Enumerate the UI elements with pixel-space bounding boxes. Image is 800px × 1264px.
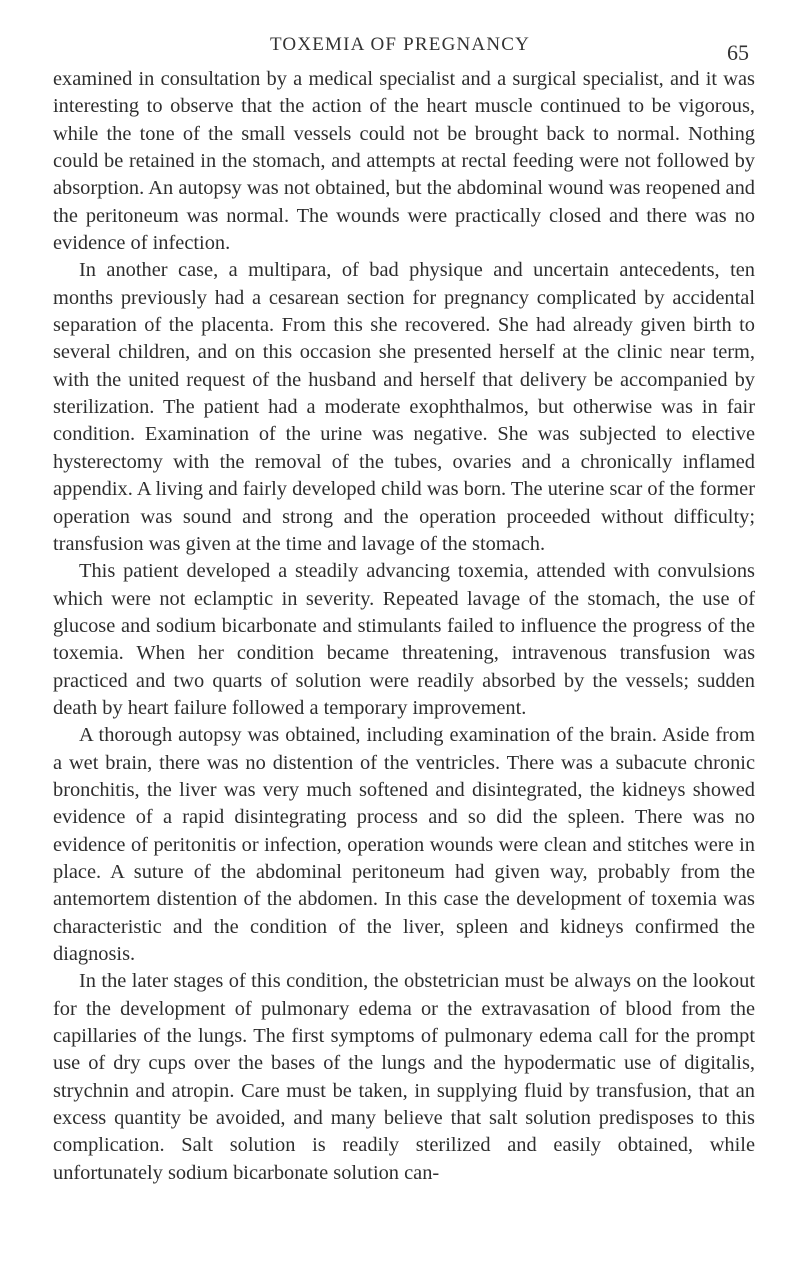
paragraph-pulmonary-edema: In the later stages of this condition, the obstetrician must be always on the lookout for the development of pulmonary edema or the extravasation of blood from the capillaries of the lungs. The first symptoms of pulmonary edema call for the prompt use of dry cups over the bases of the lungs and the hypodermatic use of digitalis, strychnin and atropin. Care must be taken, in supplying fluid by transfusion, that an excess quantity be avoided, and many believe that salt solution predisposes to this complication. Salt solution is readily sterilized and easily obtained, while unfortunately sodium bicarbonate solution can- [53, 970, 755, 1184]
paragraph-case-history: In another case, a multipara, of bad physique and uncertain antecedents, ten months previously had a cesarean section for pregnancy complicated by accidental separation of the placenta. From this she recovered. She had already given birth to several children, and on this occasion she presented herself at the clinic near term, with the united request of the husband and herself that delivery be accompanied by sterilization. The patient had a moderate exophthalmos, but otherwise was in fair condition. Examination of the urine was negative. She was subjected to elective hysterectomy with the removal of the tubes, ovaries and a chronically inflamed appendix. A living and fairly developed child was born. The uterine scar of the former operation was sound and strong and the operation proceeded without difficulty; transfusion was given at the time and lavage of the stomach. [53, 259, 755, 555]
page-number: 65 [727, 40, 749, 65]
paragraph-continued: examined in consultation by a medical specialist and a surgical specialist, and it was interesting to observe that the action of the heart muscle continued to be vigorous, while the tone of the small vessels could not be brought back to normal. Nothing could be retained in the stomach, and attempts at rectal feeding were not followed by absorption. An autopsy was not obtained, but the abdominal wound was reopened and the peritoneum was normal. The wounds were practically closed and there was no evidence of infection. [53, 68, 755, 255]
running-header [0, 34, 800, 64]
paragraph-autopsy: A thorough autopsy was obtained, including examination of the brain. Aside from a wet brain, there was no distention of the ventricles. There was a subacute chronic bronchitis, the liver was very much softened and disintegrated, the kidneys showed evidence of a rapid disintegrating process and so did the spleen. There was no evidence of peritonitis or infection, operation wounds were clean and stitches were in place. A suture of the abdominal peritoneum had given way, probably from the antemortem distention of the abdomen. In this case the development of toxemia was characteristic and the condition of the liver, spleen and kidneys confirmed the diagnosis. [53, 724, 755, 965]
body-text [53, 66, 755, 1187]
paragraph-toxemia-course: This patient developed a steadily advancing toxemia, attended with convulsions which were not eclamptic in severity. Repeated lavage of the stomach, the use of glucose and sodium bicarbonate and stimulants failed to influence the progress of the toxemia. When her condition became threatening, intravenous transfusion was practiced and two quarts of solution were readily absorbed by the vessels; sudden death by heart failure followed a temporary improvement. [53, 560, 755, 719]
running-title: TOXEMIA OF PREGNANCY [269, 34, 531, 55]
